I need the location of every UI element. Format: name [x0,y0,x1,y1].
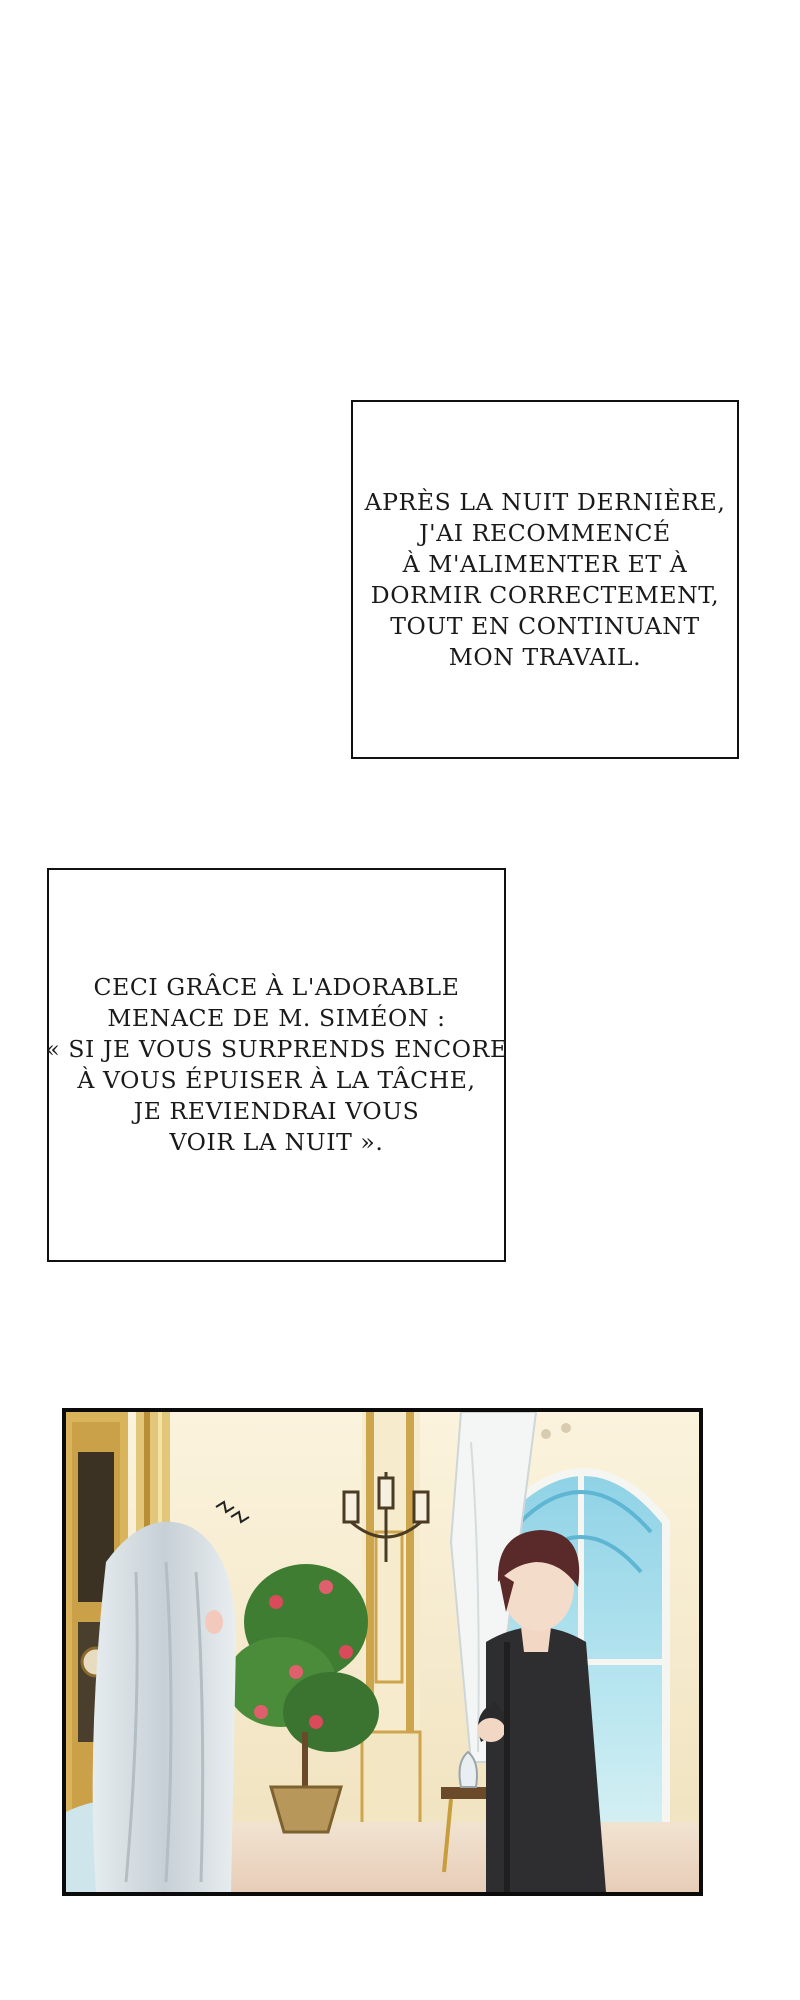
caption-1-line-3: À M'ALIMENTER ET À [402,549,688,578]
caption-box-1 [351,400,739,759]
caption-1-line-5: TOUT EN CONTINUANT [390,611,700,640]
caption-text-1 [365,487,726,673]
illustration-panel [62,1408,703,1896]
caption-2-line-2: MENACE DE M. SIMÉON : [107,1004,446,1032]
caption-box-2 [47,868,506,1262]
caption-text-2 [45,972,507,1158]
caption-2-line-6: VOIR LA NUIT ». [169,1128,384,1156]
gold-pilaster-center [362,1412,420,1832]
caption-2-line-1: CECI GRÂCE À L'ADORABLE [93,973,460,1001]
caption-1-line-2: J'AI RECOMMENCÉ [419,518,671,547]
caption-1-line-6: MON TRAVAIL. [448,642,642,671]
caption-1-line-1: APRÈS LA NUIT DERNIÈRE, [364,487,726,516]
caption-2-line-5: JE REVIENDRAI VOUS [133,1097,420,1125]
caption-2-line-4: À VOUS ÉPUISER À LA TÂCHE, [77,1066,476,1094]
caption-2-line-3: « SI JE VOUS SURPRENDS ENCORE [45,1035,508,1063]
room-scene-illustration [66,1412,699,1892]
caption-1-line-4: DORMIR CORRECTEMENT, [370,580,720,609]
